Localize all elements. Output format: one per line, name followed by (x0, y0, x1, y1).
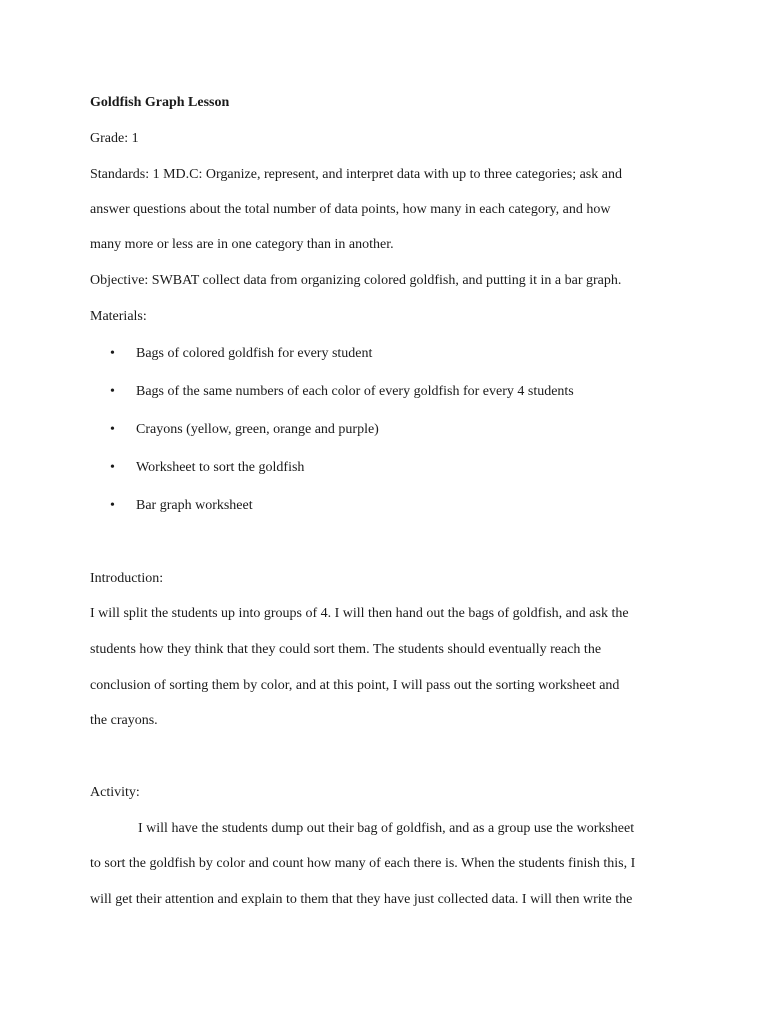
bullet-icon: • (110, 498, 115, 513)
introduction-heading: Introduction: (90, 571, 164, 586)
materials-item-text: Bar graph worksheet (136, 498, 253, 513)
bullet-icon: • (110, 346, 115, 361)
grade-line: Grade: 1 (90, 131, 139, 146)
materials-item-text: Worksheet to sort the goldfish (136, 460, 305, 475)
materials-item-text: Bags of the same numbers of each color of every goldfish for every 4 students (136, 384, 574, 399)
activity-line-1: I will have the students dump out their bag of goldfish, and as a group use the worksheet (138, 821, 635, 836)
standards-line-1: Standards: 1 MD.C: Organize, represent, and interpret data with up to three categories; ask and (90, 167, 622, 182)
materials-item-text: Bags of colored goldfish for every student (136, 346, 373, 361)
bullet-icon: • (110, 460, 115, 475)
standards-line-2: answer questions about the total number of data points, how many in each category, and how (90, 202, 611, 217)
materials-item-text: Crayons (yellow, green, orange and purple) (136, 422, 379, 437)
materials-heading: Materials: (90, 309, 147, 324)
introduction-line-4: the crayons. (90, 713, 158, 728)
introduction-line-3: conclusion of sorting them by color, and at this point, I will pass out the sorting worksheet and (90, 678, 620, 693)
bullet-icon: • (110, 384, 115, 399)
standards-line-3: many more or less are in one category than in another. (90, 237, 394, 252)
introduction-line-1: I will split the students up into groups of 4. I will then hand out the bags of goldfish, and ask the (90, 606, 629, 621)
activity-line-2: to sort the goldfish by color and count how many of each there is. When the students finish this, I (90, 856, 636, 871)
activity-line-3: will get their attention and explain to them that they have just collected data. I will then write the (90, 892, 633, 907)
bullet-icon: • (110, 422, 115, 437)
introduction-line-2: students how they think that they could sort them. The students should eventually reach the (90, 642, 602, 657)
activity-heading: Activity: (90, 785, 140, 800)
document-title: Goldfish Graph Lesson (90, 95, 230, 110)
objective-line: Objective: SWBAT collect data from organizing colored goldfish, and putting it in a bar graph. (90, 273, 622, 288)
